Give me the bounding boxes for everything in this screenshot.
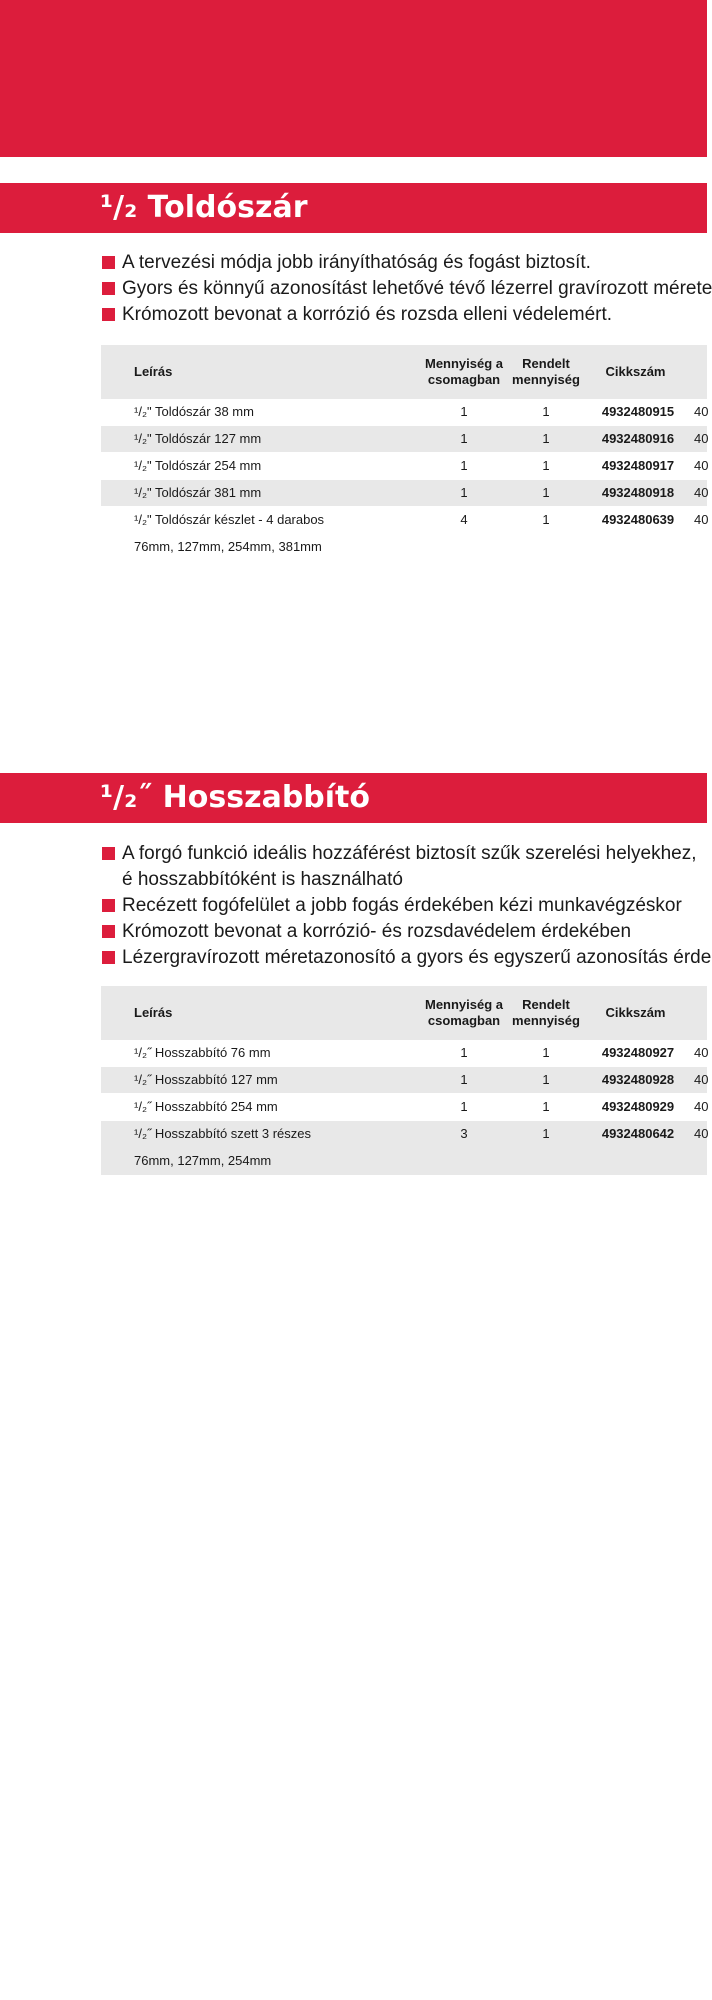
row-article-number: 4932480927 <box>601 1045 675 1060</box>
bullet-icon <box>102 256 115 269</box>
top-banner <box>0 0 707 157</box>
product-table <box>101 986 707 1176</box>
header-description: Leírás <box>134 364 173 379</box>
header-order-qty: Rendelt mennyiség <box>512 356 580 387</box>
section-header-hosszabbito <box>0 773 707 823</box>
section-title: ¹/₂˝ Hosszabbító <box>100 780 370 815</box>
row-quantity: 1 <box>460 1099 468 1114</box>
header-article-number: Cikkszám <box>605 364 666 379</box>
feature-list <box>102 250 712 328</box>
row-quantity: 3 <box>460 1126 468 1141</box>
row-article-number: 4932480639 <box>601 512 675 527</box>
row-quantity: 1 <box>460 458 468 473</box>
header-order-qty: Rendelt mennyiség <box>512 997 580 1028</box>
feature-list <box>102 841 712 971</box>
feature-item: Recézett fogófelület a jobb fogás érdekében kézi munkavégzéskor <box>102 893 707 919</box>
row-order-qty: 1 <box>542 1099 550 1114</box>
row-quantity: 4 <box>460 512 468 527</box>
row-sub-description: 76mm, 127mm, 254mm <box>134 1153 272 1168</box>
header-quantity: Mennyiség a csomagban <box>424 997 504 1028</box>
table-row <box>101 426 707 453</box>
feature-item: Gyors és könnyű azonosítást lehetővé tévő lézerrel gravírozott mérete <box>102 276 707 302</box>
row-order-qty: 1 <box>542 431 550 446</box>
row-description: ¹/₂" Toldószár 38 mm <box>134 404 254 419</box>
row-description: ¹/₂" Toldószár 127 mm <box>134 431 262 446</box>
row-order-qty: 1 <box>542 485 550 500</box>
feature-item: A forgó funkció ideális hozzáférést biztosít szűk szerelési helyekhez, é hosszabbítóként is használható <box>102 841 707 893</box>
section-title: ¹/₂ Toldószár <box>100 190 308 225</box>
bullet-icon <box>102 899 115 912</box>
row-quantity: 1 <box>460 1072 468 1087</box>
row-quantity: 1 <box>460 1045 468 1060</box>
row-article-number: 4932480918 <box>601 485 675 500</box>
row-ean: 40 <box>694 1099 709 1114</box>
bullet-icon <box>102 925 115 938</box>
table-row <box>101 1121 707 1176</box>
bullet-icon <box>102 282 115 295</box>
row-article-number: 4932480928 <box>601 1072 675 1087</box>
feature-item: Lézergravírozott méretazonosító a gyors és egyszerű azonosítás érde <box>102 945 707 971</box>
table-header <box>101 345 707 399</box>
table-row <box>101 480 707 507</box>
table-row <box>101 1094 707 1121</box>
row-order-qty: 1 <box>542 1045 550 1060</box>
row-article-number: 4932480917 <box>601 458 675 473</box>
table-header <box>101 986 707 1040</box>
header-quantity: Mennyiség a csomagban <box>424 356 504 387</box>
row-order-qty: 1 <box>542 512 550 527</box>
table-row <box>101 399 707 426</box>
table-row <box>101 1067 707 1094</box>
row-ean: 40 <box>694 485 709 500</box>
row-order-qty: 1 <box>542 404 550 419</box>
row-description: ¹/₂˝ Hosszabbító szett 3 részes <box>134 1126 311 1141</box>
row-ean: 40 <box>694 512 709 527</box>
row-ean: 40 <box>694 1126 709 1141</box>
feature-item: A tervezési módja jobb irányíthatóság és fogást biztosít. <box>102 250 707 276</box>
row-ean: 40 <box>694 1045 709 1060</box>
row-description: ¹/₂" Toldószár 381 mm <box>134 485 262 500</box>
header-description: Leírás <box>134 1005 173 1020</box>
feature-item: Krómozott bevonat a korrózió- és rozsdavédelem érdekében <box>102 919 707 945</box>
row-order-qty: 1 <box>542 1072 550 1087</box>
row-description: ¹/₂" Toldószár készlet - 4 darabos <box>134 512 325 527</box>
row-article-number: 4932480642 <box>601 1126 675 1141</box>
product-table <box>101 345 707 562</box>
row-description: ¹/₂˝ Hosszabbító 127 mm <box>134 1072 278 1087</box>
row-description: ¹/₂˝ Hosszabbító 76 mm <box>134 1045 271 1060</box>
row-description: ¹/₂˝ Hosszabbító 254 mm <box>134 1099 278 1114</box>
feature-item: Krómozott bevonat a korrózió és rozsda elleni védelemért. <box>102 302 707 328</box>
row-article-number: 4932480916 <box>601 431 675 446</box>
table-row <box>101 507 707 562</box>
row-ean: 40 <box>694 1072 709 1087</box>
bullet-icon <box>102 951 115 964</box>
row-ean: 40 <box>694 404 709 419</box>
row-sub-description: 76mm, 127mm, 254mm, 381mm <box>134 539 322 554</box>
row-quantity: 1 <box>460 404 468 419</box>
row-quantity: 1 <box>460 485 468 500</box>
row-article-number: 4932480929 <box>601 1099 675 1114</box>
row-ean: 40 <box>694 431 709 446</box>
header-article-number: Cikkszám <box>605 1005 666 1020</box>
table-row <box>101 453 707 480</box>
table-row <box>101 1040 707 1067</box>
row-order-qty: 1 <box>542 1126 550 1141</box>
row-description: ¹/₂" Toldószár 254 mm <box>134 458 262 473</box>
bullet-icon <box>102 847 115 860</box>
row-quantity: 1 <box>460 431 468 446</box>
row-ean: 40 <box>694 458 709 473</box>
bullet-icon <box>102 308 115 321</box>
row-order-qty: 1 <box>542 458 550 473</box>
row-article-number: 4932480915 <box>601 404 675 419</box>
section-header-toldoszar <box>0 183 707 233</box>
